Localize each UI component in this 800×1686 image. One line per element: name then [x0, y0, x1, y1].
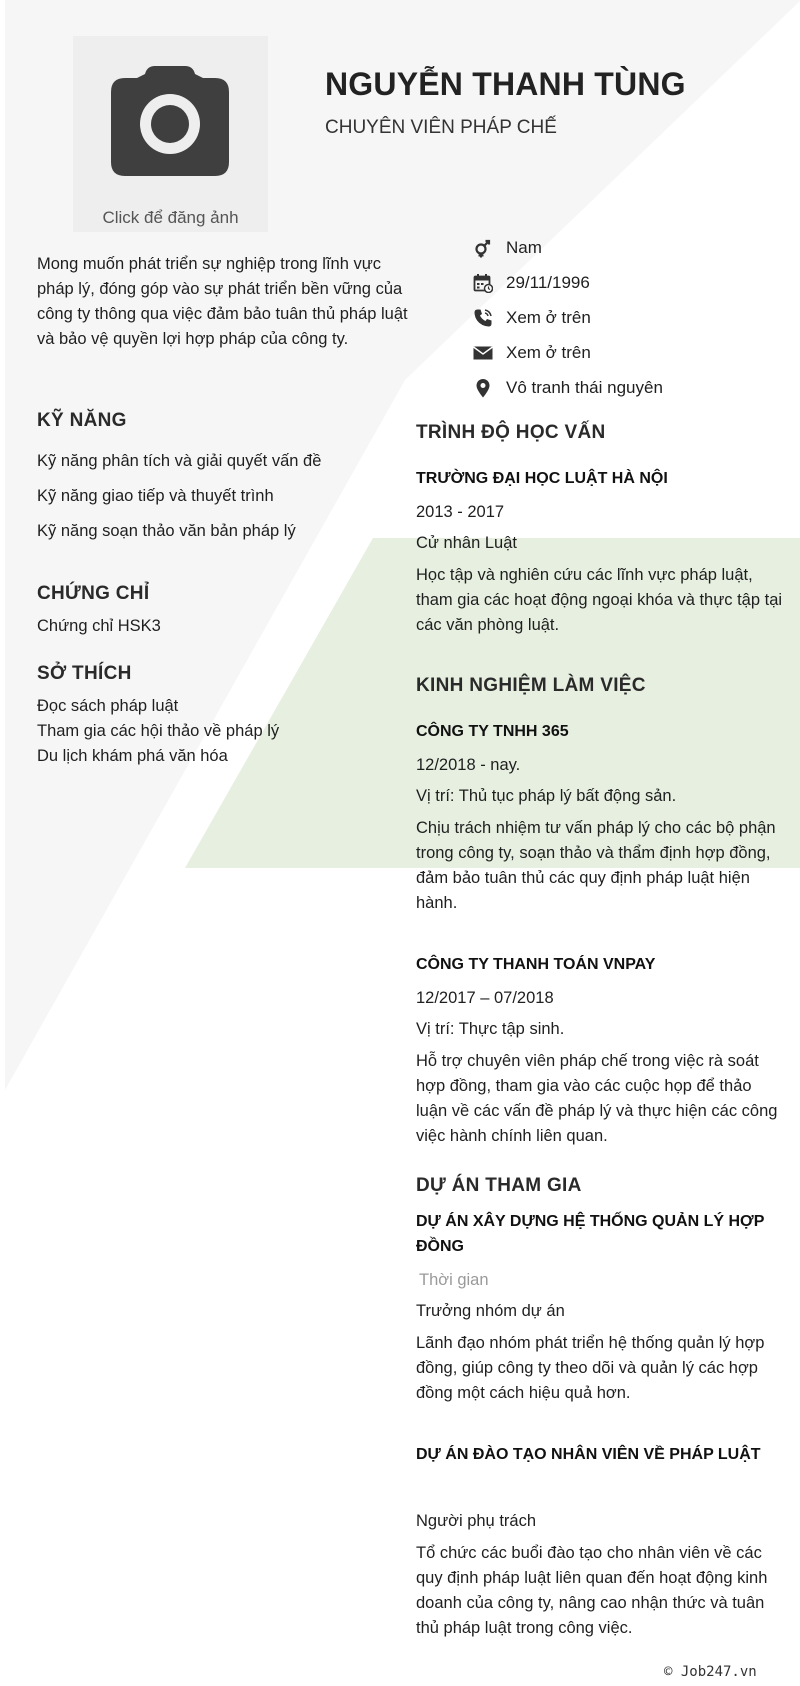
- hobby-item: Du lịch khám phá văn hóa: [37, 747, 228, 765]
- company-name: CÔNG TY TNHH 365: [416, 723, 569, 740]
- school-name: TRƯỜNG ĐẠI HỌC LUẬT HÀ NỘI: [416, 470, 668, 487]
- certificates-title: CHỨNG CHỈ: [37, 583, 150, 604]
- skills-list: [37, 452, 321, 557]
- hobby-item: Tham gia các hội thảo về pháp lý: [37, 722, 280, 740]
- project-description: Tổ chức các buổi đào tạo cho nhân viên về các quy định pháp luật liên quan đến hoạt động kinh doanh của công ty, nâng cao nhận thức và tuân thủ pháp luật trong công việc.: [416, 1544, 768, 1637]
- experience-title: KINH NGHIỆM LÀM VIỆC: [416, 675, 646, 696]
- skills-title: KỸ NĂNG: [37, 410, 127, 431]
- camera-icon: [111, 64, 229, 176]
- info-gender: [473, 230, 793, 265]
- hobby-item: Đọc sách pháp luật: [37, 697, 179, 715]
- experience-position: Vị trí: Thủ tục pháp lý bất động sản.: [416, 787, 677, 805]
- education-period: 2013 - 2017: [416, 503, 505, 521]
- job-title: CHUYÊN VIÊN PHÁP CHẾ: [325, 117, 557, 138]
- projects-title: DỰ ÁN THAM GIA: [416, 1175, 582, 1196]
- education-title: TRÌNH ĐỘ HỌC VẤN: [416, 422, 606, 443]
- project-description: Lãnh đạo nhóm phát triển hệ thống quản lý hợp đồng, giúp công ty theo dõi và quản lý các hợp đồng một cách hiệu quả hơn.: [416, 1334, 765, 1402]
- skill-item: Kỹ năng giao tiếp và thuyết trình: [37, 487, 274, 505]
- info-email: [473, 335, 793, 370]
- education-description: Học tập và nghiên cứu các lĩnh vực pháp luật, tham gia các hoạt động ngoại khóa và thực tập tại các văn phòng luật.: [416, 566, 783, 634]
- skill-item: Kỹ năng soạn thảo văn bản pháp lý: [37, 522, 296, 540]
- experience-period: 12/2017 – 07/2018: [416, 989, 554, 1007]
- skill-item: Kỹ năng phân tích và giải quyết vấn đề: [37, 452, 322, 470]
- hobbies-title: SỞ THÍCH: [37, 663, 132, 684]
- experience-description: Hỗ trợ chuyên viên pháp chế trong việc rà soát hợp đồng, tham gia vào các cuộc họp để thảo luận về các vấn đề pháp lý và thực hiện các công việc hành chính liên quan.: [416, 1052, 778, 1145]
- personal-info: [473, 230, 793, 405]
- info-birthday: [473, 265, 793, 300]
- project-entry: [416, 1209, 786, 1406]
- candidate-name: NGUYỄN THANH TÙNG: [325, 66, 686, 102]
- certificate-item: Chứng chỉ HSK3: [37, 617, 161, 635]
- phone-icon: [473, 308, 493, 328]
- project-entry: [416, 1442, 786, 1641]
- project-role: Người phụ trách: [416, 1512, 537, 1530]
- photo-upload-label: Click để đăng ảnh: [102, 208, 239, 227]
- experience-entry: [416, 719, 786, 916]
- experience-entry: [416, 952, 786, 1149]
- gender-icon: [473, 238, 493, 258]
- experience-period: 12/2018 - nay.: [416, 756, 521, 774]
- career-objective: Mong muốn phát triển sự nghiệp trong lĩnh vực pháp lý, đóng góp vào sự phát triển bền vững của công ty thông qua việc đảm bảo tuân thủ pháp luật và bảo vệ quyền lợi hợp pháp của công ty.: [37, 255, 408, 348]
- location-pin-icon: [473, 378, 493, 398]
- info-address: [473, 370, 793, 405]
- birthday-value: 29/11/1996: [506, 272, 590, 292]
- photo-upload[interactable]: [73, 36, 268, 232]
- education-entry: [416, 466, 786, 638]
- project-time-field[interactable]: Thời gian: [419, 1271, 489, 1289]
- calendar-icon: [473, 273, 493, 293]
- project-name: DỰ ÁN ĐÀO TẠO NHÂN VIÊN VỀ PHÁP LUẬT: [416, 1446, 761, 1463]
- hobbies-list: [37, 697, 279, 772]
- mail-icon: [473, 343, 493, 363]
- experience-description: Chịu trách nhiệm tư vấn pháp lý cho các bộ phận trong công ty, soạn thảo và thẩm định hợp đồng, đảm bảo tuân thủ các quy định pháp luật hiện hành.: [416, 819, 776, 912]
- address-value: Vô tranh thái nguyên: [506, 377, 663, 397]
- info-phone: [473, 300, 793, 335]
- project-name: DỰ ÁN XÂY DỰNG HỆ THỐNG QUẢN LÝ HỢP ĐỒNG: [416, 1213, 765, 1255]
- footer-copyright: © Job247.vn: [664, 1664, 757, 1680]
- phone-value: Xem ở trên: [506, 307, 591, 327]
- experience-position: Vị trí: Thực tập sinh.: [416, 1020, 565, 1038]
- degree: Cử nhân Luật: [416, 534, 517, 552]
- email-value: Xem ở trên: [506, 342, 591, 362]
- gender-value: Nam: [506, 237, 542, 257]
- project-role: Trưởng nhóm dự án: [416, 1302, 565, 1320]
- company-name: CÔNG TY THANH TOÁN VNPAY: [416, 956, 656, 973]
